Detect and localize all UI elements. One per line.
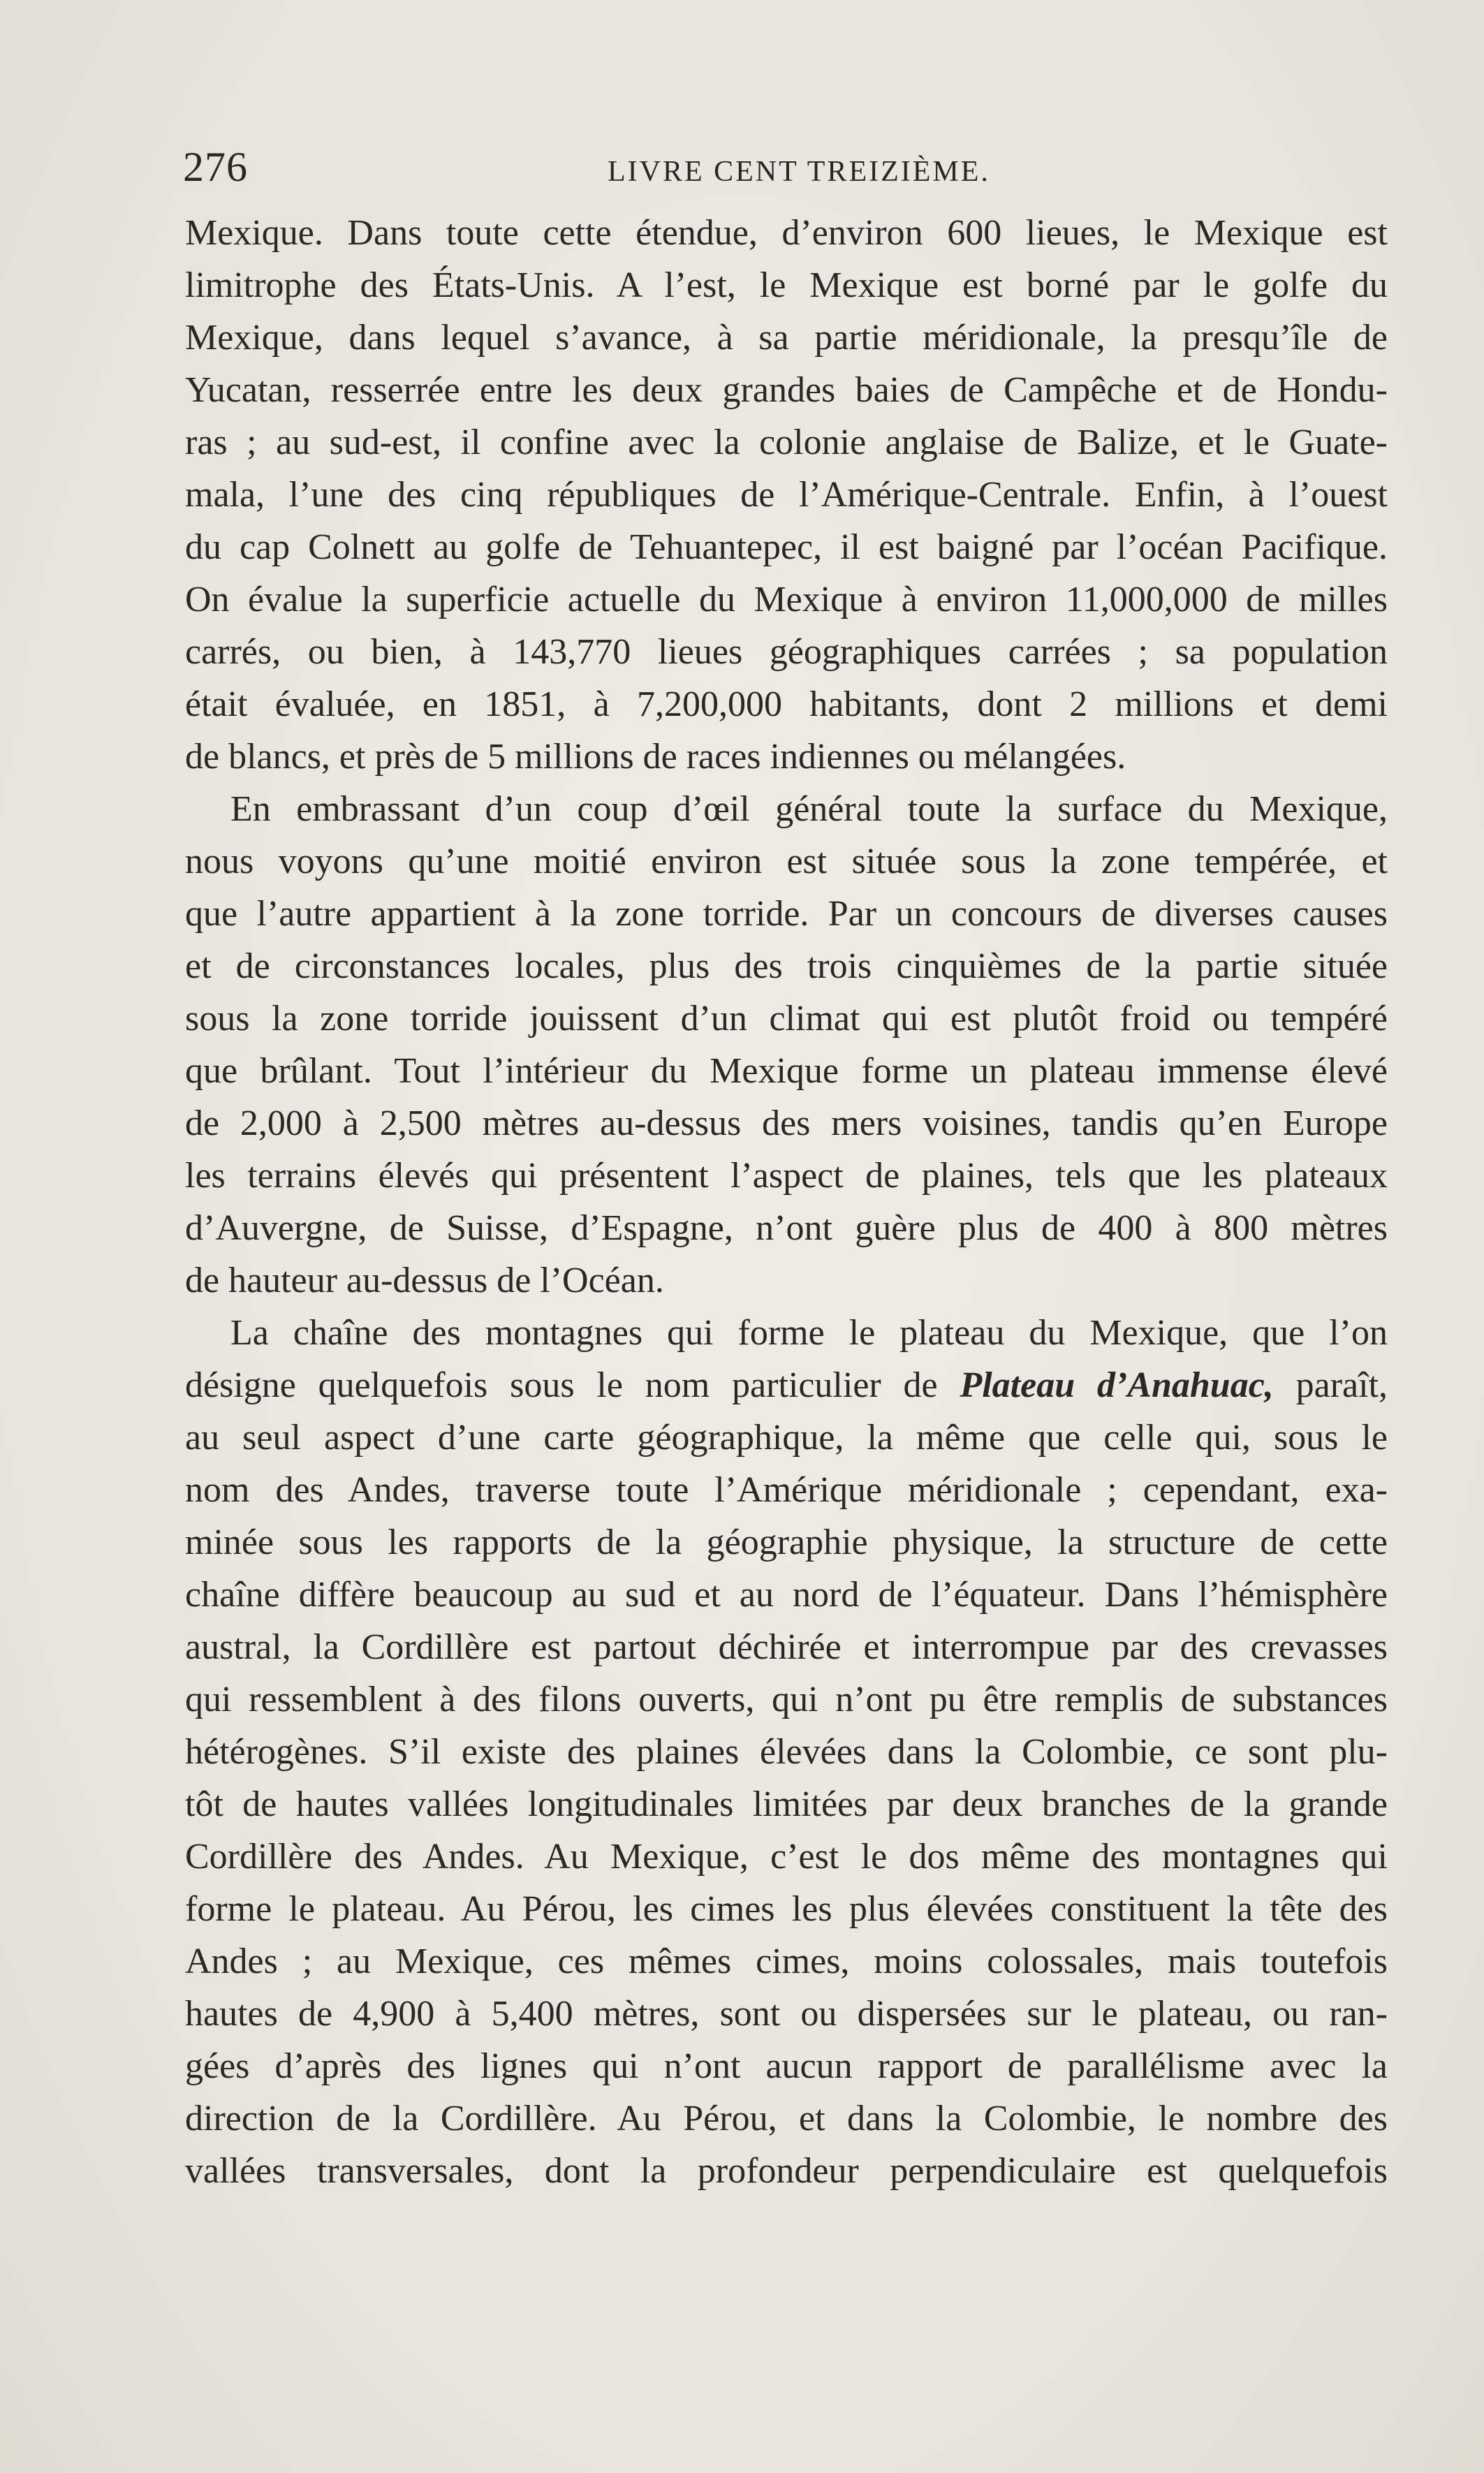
text-line: ras ; au sud-est, il confine avec la colonie anglaise de Balize, et le Guate- — [185, 423, 1388, 462]
text-line: les terrains élevés qui présentent l’aspect de plaines, tels que les plateaux — [185, 1156, 1388, 1196]
text-line: hétérogènes. S’il existe des plaines élevées dans la Colombie, ce sont plu- — [185, 1732, 1388, 1772]
text-line: hautes de 4,900 à 5,400 mètres, sont ou dispersées sur le plateau, ou ran- — [185, 1994, 1388, 2034]
text-line: tôt de hautes vallées longitudinales limitées par deux branches de la grande — [185, 1784, 1388, 1824]
text-line: direction de la Cordillère. Au Pérou, et dans la Colombie, le nombre des — [185, 2099, 1388, 2138]
text-line: d’Auvergne, de Suisse, d’Espagne, n’ont guère plus de 400 à 800 mètres — [185, 1208, 1388, 1248]
text-fragment: paraît, — [1273, 1365, 1388, 1405]
text-line: Andes ; au Mexique, ces mêmes cimes, moins colossales, mais toutefois — [185, 1942, 1388, 1981]
text-line: vallées transversales, dont la profondeur perpendiculaire est quelquefois — [185, 2151, 1388, 2191]
text-line: que l’autre appartient à la zone torride. Par un concours de diverses causes — [185, 894, 1388, 934]
italic-term: Plateau d’Anahuac, — [960, 1365, 1274, 1405]
text-line: qui ressemblent à des filons ouverts, qui n’ont pu être remplis de substances — [185, 1680, 1388, 1719]
text-line: En embrassant d’un coup d’œil général toute la surface du Mexique, — [230, 789, 1388, 829]
text-line: nom des Andes, traverse toute l’Amérique méridionale ; cependant, exa- — [185, 1470, 1388, 1510]
body-text — [185, 207, 1388, 2197]
text-line: Mexique, dans lequel s’avance, à sa partie méridionale, la presqu’île de — [185, 318, 1388, 358]
text-line: que brûlant. Tout l’intérieur du Mexique forme un plateau immense élevé — [185, 1051, 1388, 1091]
text-fragment: désigne quelquefois sous le nom particulier de — [185, 1365, 960, 1405]
text-line: Yucatan, resserrée entre les deux grandes baies de Campêche et de Hondu- — [185, 370, 1388, 410]
text-line: était évaluée, en 1851, à 7,200,000 habitants, dont 2 millions et demi — [185, 684, 1388, 724]
running-title: LIVRE CENT TREIZIÈME. — [608, 156, 990, 188]
text-line: On évalue la superficie actuelle du Mexique à environ 11,000,000 de milles — [185, 580, 1388, 619]
text-line: au seul aspect d’une carte géographique, la même que celle qui, sous le — [185, 1418, 1388, 1458]
text-line: de 2,000 à 2,500 mètres au-dessus des mers voisines, tandis qu’en Europe — [185, 1103, 1388, 1143]
text-line: La chaîne des montagnes qui forme le plateau du Mexique, que l’on — [230, 1313, 1388, 1353]
text-line: carrés, ou bien, à 143,770 lieues géographiques carrées ; sa population — [185, 632, 1388, 672]
text-line — [185, 1359, 1388, 1411]
text-line: limitrophe des États-Unis. A l’est, le Mexique est borné par le golfe du — [185, 265, 1388, 305]
text-line: nous voyons qu’une moitié environ est située sous la zone tempérée, et — [185, 842, 1388, 881]
paragraph-3 — [185, 1307, 1388, 2197]
text-line: gées d’après des lignes qui n’ont aucun rapport de parallélisme avec la — [185, 2046, 1388, 2086]
page-number: 276 — [183, 144, 248, 190]
text-line: Cordillère des Andes. Au Mexique, c’est le dos même des montagnes qui — [185, 1837, 1388, 1877]
text-line: de hauteur au-dessus de l’Océan. — [185, 1261, 664, 1300]
text-line: du cap Colnett au golfe de Tehuantepec, il est baigné par l’océan Pacifique. — [185, 527, 1388, 567]
text-line: mala, l’une des cinq républiques de l’Amérique-Centrale. Enfin, à l’ouest — [185, 475, 1388, 515]
text-line: forme le plateau. Au Pérou, les cimes les plus élevées constituent la tête des — [185, 1889, 1388, 1929]
text-line: sous la zone torride jouissent d’un climat qui est plutôt froid ou tempéré — [185, 999, 1388, 1039]
paragraph-2 — [185, 783, 1388, 1307]
text-line: minée sous les rapports de la géographie physique, la structure de cette — [185, 1522, 1388, 1562]
text-line: chaîne diffère beaucoup au sud et au nord de l’équateur. Dans l’hémisphère — [185, 1575, 1388, 1615]
paragraph-1 — [185, 207, 1388, 783]
text-line: Mexique. Dans toute cette étendue, d’environ 600 lieues, le Mexique est — [185, 213, 1388, 253]
text-line: austral, la Cordillère est partout déchirée et interrompue par des crevasses — [185, 1627, 1388, 1667]
text-line: et de circonstances locales, plus des trois cinquièmes de la partie située — [185, 946, 1388, 986]
text-line: de blancs, et près de 5 millions de races indiennes ou mélangées. — [185, 737, 1126, 777]
